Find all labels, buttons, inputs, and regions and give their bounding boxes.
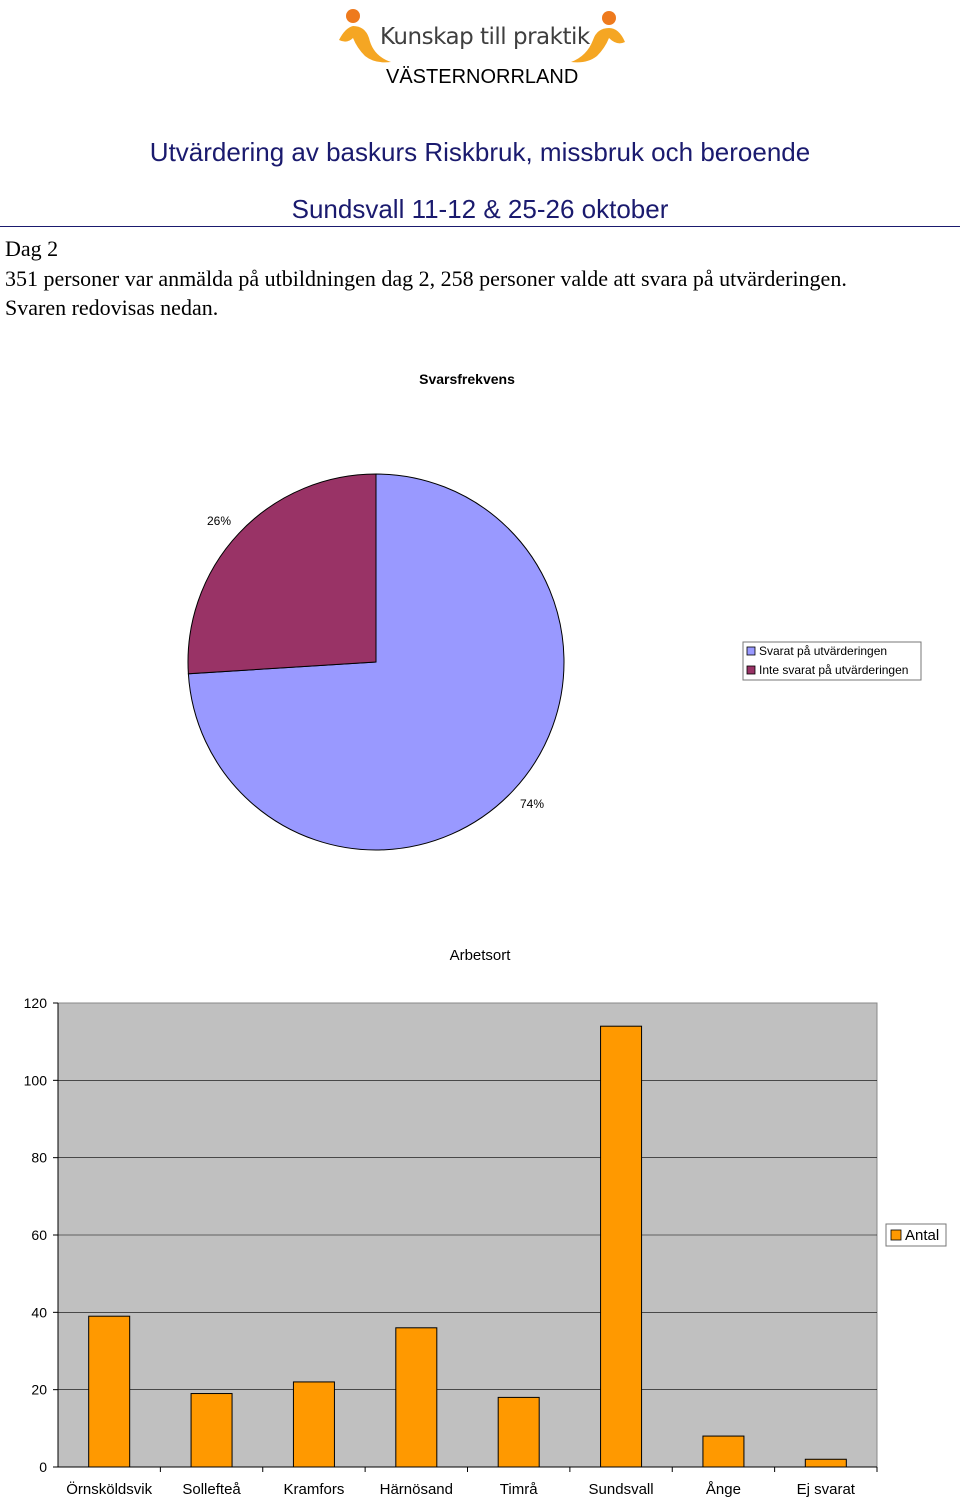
pie-data-label-0: 74%: [519, 797, 545, 811]
day-heading: Dag 2: [5, 236, 59, 261]
pie-data-label-1: 26%: [206, 514, 232, 528]
page-title: Utvärdering av baskurs Riskbruk, missbruk och beroende: [149, 137, 811, 167]
bar-ytick-label-2: 40: [31, 1304, 47, 1321]
pie-slice-1: [188, 474, 376, 674]
bar-ytick-label-5: 100: [23, 1072, 47, 1089]
logo-wordmark: Kunskap till praktik: [380, 24, 590, 50]
bar-7: [805, 1459, 846, 1467]
bar-legend-swatch: [891, 1230, 901, 1240]
bar-ytick-label-6: 120: [23, 995, 47, 1011]
bar-0: [89, 1316, 130, 1467]
bar-category-label-5: Sundsvall: [588, 1481, 654, 1498]
bar-category-label-4: Timrå: [499, 1481, 538, 1498]
bar-ytick-label-1: 20: [31, 1381, 47, 1398]
bar-2: [293, 1382, 334, 1467]
bar-ytick-label-0: 0: [39, 1459, 47, 1475]
pie-legend-swatch-0: [747, 647, 755, 655]
bar-1: [191, 1394, 232, 1467]
bar-category-label-2: Kramfors: [283, 1481, 345, 1498]
bar-category-label-6: Ånge: [705, 1481, 741, 1498]
bar-ytick-label-4: 80: [31, 1149, 47, 1166]
bar-category-label-0: Örnsköldsvik: [66, 1481, 153, 1498]
bar-chart-title: Arbetsort: [449, 947, 511, 964]
logo-region: VÄSTERNORRLAND: [386, 66, 579, 88]
bar-6: [703, 1436, 744, 1467]
bar-category-label-3: Härnösand: [379, 1481, 454, 1498]
bar-5: [601, 1026, 642, 1467]
pie-legend-label-1: Inte svarat på utvärderingen: [759, 663, 909, 677]
pie-legend-swatch-1: [747, 666, 755, 674]
pie-chart-title: Svarsfrekvens: [419, 371, 515, 387]
bar-4: [498, 1397, 539, 1467]
bar-3: [396, 1328, 437, 1467]
pie-legend-label-0: Svarat på utvärderingen: [759, 644, 888, 658]
bar-ytick-label-3: 60: [31, 1227, 47, 1243]
intro-paragraph: 351 personer var anmälda på utbildningen dag 2, 258 personer valde att svara på utvärderingen. Svaren redovisas nedan.: [5, 266, 847, 320]
bar-category-label-7: Ej svarat: [796, 1481, 855, 1498]
bar-category-label-1: Sollefteå: [182, 1481, 241, 1498]
page-subtitle: Sundsvall 11-12 & 25-26 oktober: [291, 194, 669, 224]
bar-legend-label: Antal: [905, 1227, 940, 1244]
